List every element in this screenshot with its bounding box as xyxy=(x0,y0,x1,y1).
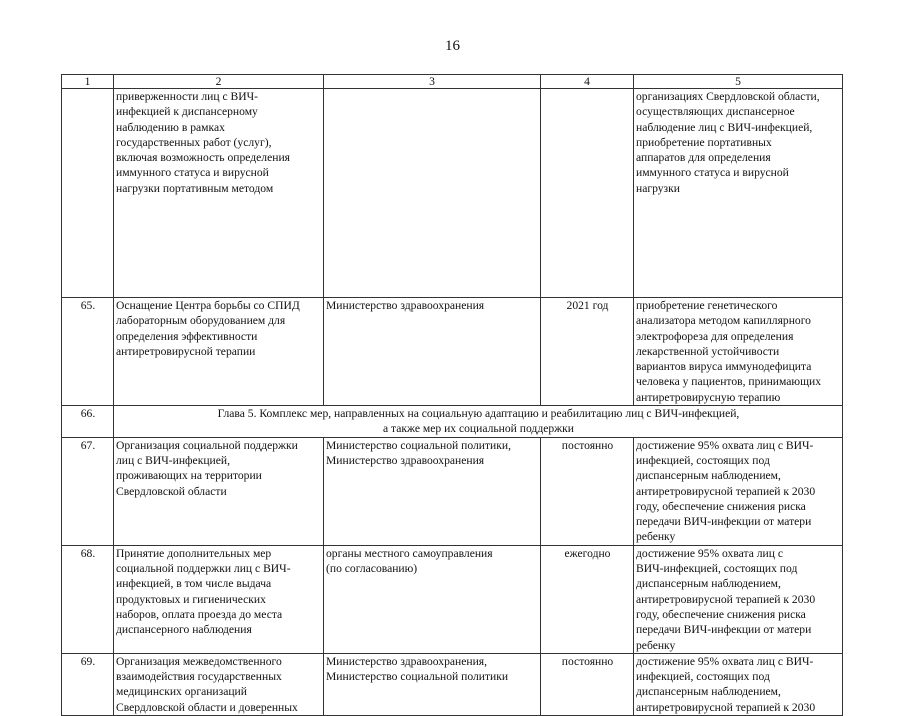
cell-line: антиретровирусной терапии xyxy=(116,344,256,358)
cell-line: социальной поддержки лиц с ВИЧ- xyxy=(116,562,291,576)
measure-name xyxy=(114,298,324,406)
cell-line: наборов, оплата проезда до места xyxy=(116,607,283,621)
cell-line: лиц с ВИЧ-инфекцией, xyxy=(116,453,230,467)
cell-line: аппаратов для определения xyxy=(636,151,771,165)
table-row xyxy=(62,437,843,545)
expected-result xyxy=(634,298,843,406)
deadline: постоянно xyxy=(541,653,634,715)
cell-line: медицинских организаций xyxy=(116,685,247,699)
column-header-5: 5 xyxy=(634,75,843,89)
cell-line: организациях Свердловской области, xyxy=(636,90,820,103)
cell-line: диспансерным наблюдением, xyxy=(636,577,781,591)
cell-line: антиретровирусной терапией к 2030 xyxy=(636,484,816,498)
responsible-executor xyxy=(324,298,541,406)
cell-line: иммунного статуса и вирусной xyxy=(116,166,269,180)
cell-line: ребенку xyxy=(636,530,676,544)
deadline: 2021 год xyxy=(541,298,634,406)
chapter-row xyxy=(62,406,843,438)
cell-line: вариантов вируса иммунодефицита xyxy=(636,360,812,374)
cell-line: государственных работ (услуг), xyxy=(116,135,272,149)
cell-line: приобретение портативных xyxy=(636,135,772,149)
cell-line: диспансерным наблюдением, xyxy=(636,685,781,699)
table-row xyxy=(62,89,843,298)
measure-name xyxy=(114,653,324,715)
cell-line: инфекцией, в том числе выдача xyxy=(116,577,272,591)
cell-line: продуктовых и гигиенических xyxy=(116,592,266,606)
cell-line: антиретровирусной терапией к 2030 xyxy=(636,592,816,606)
cell-line: передачи ВИЧ-инфекции от матери xyxy=(636,623,812,637)
page-number: 16 xyxy=(445,38,460,54)
cell-line: взаимодействия государственных xyxy=(116,670,282,684)
expected-result xyxy=(634,89,843,298)
cell-line: Министерство социальной политики xyxy=(326,670,509,684)
cell-line: Министерство здравоохранения xyxy=(326,299,485,312)
cell-line: приобретение генетического xyxy=(636,299,778,312)
cell-line: антиретровирусной терапией к 2030 xyxy=(636,700,816,714)
column-header-1: 1 xyxy=(62,75,114,89)
column-header-4: 4 xyxy=(541,75,634,89)
chapter-title xyxy=(114,406,843,438)
cell-line: инфекцией, состоящих под xyxy=(636,670,770,684)
cell-line: Министерство социальной политики, xyxy=(326,438,512,452)
cell-line: антиретровирусную терапию xyxy=(636,390,781,404)
expected-result xyxy=(634,653,843,715)
cell-line: нагрузки портативным методом xyxy=(116,181,274,195)
table-row xyxy=(62,545,843,653)
responsible-executor xyxy=(324,653,541,715)
cell-line: ВИЧ-инфекцией, состоящих под xyxy=(636,562,798,576)
responsible-executor xyxy=(324,545,541,653)
expected-result xyxy=(634,437,843,545)
cell-line: диспансерного наблюдения xyxy=(116,623,252,637)
cell-line: а также мер их социальной поддержки xyxy=(382,422,575,436)
cell-line: анализатора методом капиллярного xyxy=(636,314,811,328)
column-numbers-row xyxy=(62,75,843,89)
cell-line: инфекцией к диспансерному xyxy=(116,105,258,119)
cell-line: Министерство здравоохранения xyxy=(326,453,485,467)
measure-name xyxy=(114,545,324,653)
cell-line: человека у пациентов, принимающих xyxy=(636,375,822,389)
measure-name xyxy=(114,89,324,298)
cell-line: Свердловской области и доверенных xyxy=(116,700,298,714)
row-number: 69. xyxy=(62,653,114,715)
row-number: 68. xyxy=(62,545,114,653)
cell-line: году, обеспечение снижения риска xyxy=(636,499,806,513)
expected-result xyxy=(634,545,843,653)
deadline: постоянно xyxy=(541,437,634,545)
cell-line: органы местного самоуправления xyxy=(326,546,493,560)
cell-line: ребенку xyxy=(636,638,676,652)
cell-line: достижение 95% охвата лиц с ВИЧ- xyxy=(636,438,814,452)
table-row xyxy=(62,653,843,715)
cell-line: наблюдению в рамках xyxy=(116,120,225,134)
cell-line: определения эффективности xyxy=(116,329,258,343)
row-number xyxy=(62,89,114,298)
row-number: 65. xyxy=(62,298,114,406)
row-number: 66. xyxy=(62,406,114,438)
table-row xyxy=(62,298,843,406)
row-number: 67. xyxy=(62,437,114,545)
cell-line: нагрузки xyxy=(636,181,680,195)
measure-name xyxy=(114,437,324,545)
cell-line: лабораторным оборудованием для xyxy=(116,314,286,328)
cell-line: инфекцией, состоящих под xyxy=(636,453,770,467)
cell-line: (по согласованию) xyxy=(326,562,418,576)
cell-line: Глава 5. Комплекс мер, направленных на социальную адаптацию и реабилитацию лиц с ВИЧ-инфекцией, xyxy=(217,407,740,421)
cell-line: лекарственной устойчивости xyxy=(636,344,780,358)
cell-line: Свердловской области xyxy=(116,484,227,498)
responsible-executor xyxy=(324,437,541,545)
measures-table xyxy=(61,74,843,716)
cell-line: проживающих на территории xyxy=(116,469,262,483)
cell-line: электрофореза для определения xyxy=(636,329,794,343)
column-header-2: 2 xyxy=(114,75,324,89)
cell-line: Оснащение Центра борьбы со СПИД xyxy=(116,299,300,312)
cell-line: достижение 95% охвата лиц с xyxy=(636,546,783,560)
cell-line: Организация социальной поддержки xyxy=(116,438,298,452)
cell-line: достижение 95% охвата лиц с ВИЧ- xyxy=(636,654,814,668)
cell-line: осуществляющих диспансерное xyxy=(636,105,795,119)
cell-line: году, обеспечение снижения риска xyxy=(636,607,806,621)
cell-line: иммунного статуса и вирусной xyxy=(636,166,789,180)
cell-line: наблюдение лиц с ВИЧ-инфекцией, xyxy=(636,120,813,134)
deadline xyxy=(541,89,634,298)
cell-line: передачи ВИЧ-инфекции от матери xyxy=(636,515,812,529)
cell-line: приверженности лиц с ВИЧ- xyxy=(116,90,259,103)
cell-line: Принятие дополнительных мер xyxy=(116,546,272,560)
cell-line: включая возможность определения xyxy=(116,151,290,165)
responsible-executor xyxy=(324,89,541,298)
column-header-3: 3 xyxy=(324,75,541,89)
cell-line: Министерство здравоохранения, xyxy=(326,654,488,668)
deadline: ежегодно xyxy=(541,545,634,653)
cell-line: Организация межведомственного xyxy=(116,654,282,668)
cell-line: диспансерным наблюдением, xyxy=(636,469,781,483)
